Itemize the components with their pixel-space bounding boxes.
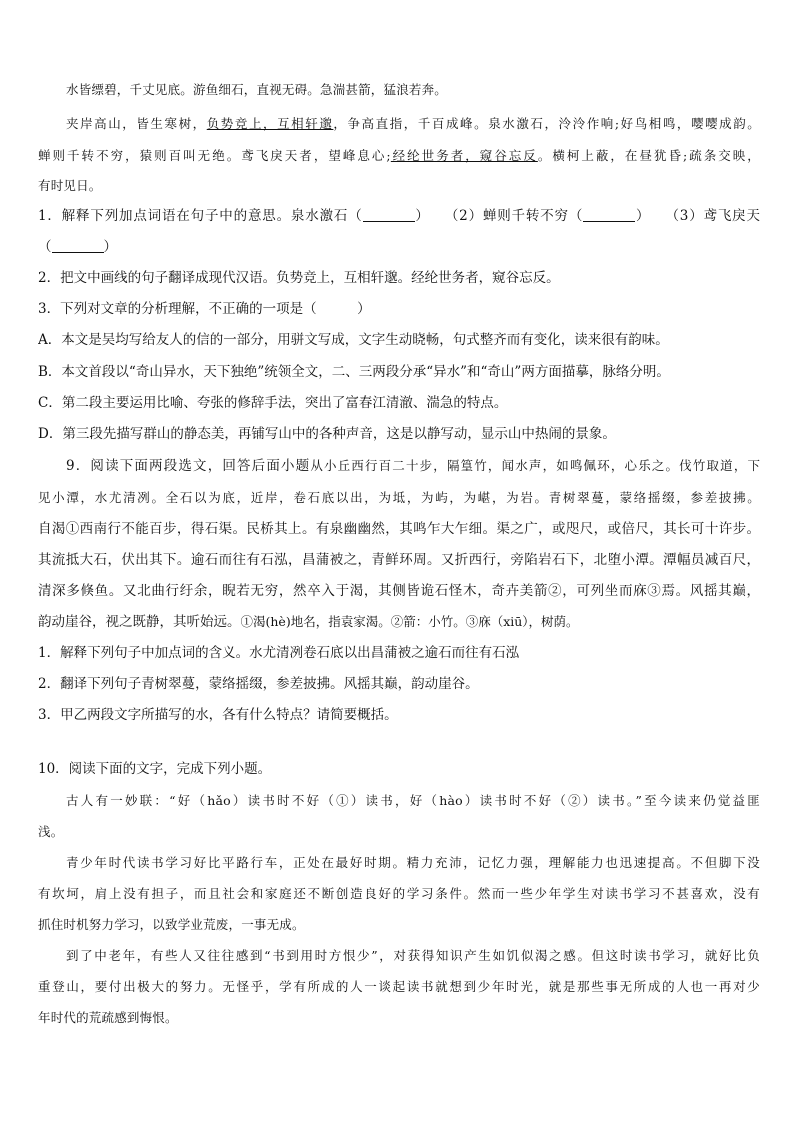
q9-question-1: 1．解释下列句子中加点词的含义。水尤清冽卷石底以出昌蒲被之逾石而往有石泓 (38, 645, 520, 661)
passage8-text: ，争高直指，千百成峰。泉水激石，泠泠作响;好鸟相鸣，嘤嘤成韵。 (333, 116, 760, 131)
passage9-footnote: ①渴(hè)地名，指袁家渴。②箭：小竹。③庥（xiū），树荫。 (240, 614, 579, 629)
answer-blank[interactable] (52, 238, 104, 253)
passage10-p1-line-1: 古人有一妙联：“好（hǎo）读书时不好（①）读书，好（hào）读书时不好（②）读书。”至今读来仍觉益匪 (66, 793, 760, 808)
passage9-text: 从小丘西行百二十步，隔篁竹，闻水声，如鸣佩环，心乐之。伐竹取道，下 (310, 458, 760, 473)
underlined-sentence-1: 负势竞上，互相轩邈 (206, 116, 334, 131)
q8-option-b: B．本文首段以“奇山异水，天下独绝”统领全文，二、三两段分承“异水”和“奇山”两方面描摹，脉络分明。 (38, 364, 670, 380)
passage9-line-4: 其流抵大石，伏出其下。逾石而往有石泓，昌蒲被之，青鲜环周。又折西行，旁陷岩石下，北堕小潭。潭幅员减百尺， (38, 552, 760, 568)
q8-question-3: 3．下列对文章的分析理解，不正确的一项是（ ） (38, 301, 371, 317)
passage8-line-4: 有时见日。 (38, 178, 102, 193)
q8-q1-text: 1．解释下列加点词语在句子中的意思。泉水激石（ (38, 208, 363, 224)
passage10-p3-line-3: 年时代的荒疏感到悔恨。 (38, 1010, 178, 1025)
underlined-sentence-2: 经纶世务者，窥谷忘反 (390, 148, 538, 163)
q9-intro: 9．阅读下面两段选文，回答后面小题 (66, 458, 311, 474)
passage10-p2-line-1: 青少年时代读书学习好比平路行车，正处在最好时期。精力充沛，记忆力强，理解能力也迅速提高。不但脚下没 (66, 855, 760, 870)
passage8-text: 蝉则千转不穷，猿则百叫无绝。鸢飞戾天者，望峰息心; (38, 148, 391, 163)
q9-question-3: 3．甲乙两段文字所描写的水，各有什么特点？请简要概括。 (38, 707, 398, 723)
passage8-line-2 (66, 114, 760, 134)
passage8-text: 夹岸高山，皆生寒树， (66, 116, 207, 131)
passage8-line-1: 水皆缥碧，千丈见底。游鱼细石，直视无碍。急湍甚箭，猛浪若奔。 (66, 82, 448, 97)
passage9-line-3: 自渴①西南行不能百步，得石渠。民桥其上。有泉幽幽然，其鸣乍大乍细。渠之广，或咫尺，或倍尺，其长可十许步。 (38, 521, 760, 537)
answer-blank[interactable] (363, 207, 415, 222)
q10-intro: 10．阅读下面的文字，完成下列小题。 (38, 761, 272, 777)
passage10-p3-line-1: 到了中老年，有些人又往往感到“书到用时方恨少”，对获得知识产生如饥似渴之感。但这时读书学习，就好比负 (66, 948, 760, 963)
passage8-line-3 (38, 146, 760, 166)
passage8-text: 。横柯上蔽，在昼犹昏;疏条交映， (537, 148, 760, 163)
q8-question-2: 2．把文中画线的句子翻译成现代汉语。负势竞上，互相轩邈。经纶世务者，窥谷忘反。 (38, 270, 560, 286)
q8-question-1-cont (38, 237, 760, 257)
passage9-line-2: 见小潭，水尤清冽。全石以为底，近岸，卷石底以出，为坻，为屿，为嵁，为岩。青树翠蔓，蒙络摇缀，参差披拂。 (38, 490, 760, 505)
passage9-text: 韵动崖谷，视之既静，其听始远。 (38, 614, 241, 630)
passage9-line-6 (38, 612, 760, 632)
q8-q1-text: ） (103, 239, 117, 255)
answer-blank[interactable] (583, 207, 635, 222)
passage10-p3-line-2: 重登山，要付出极大的努力。无怪乎，学有所成的人一谈起读书就想到少年时光，就是那些事无所成的人也一再对少 (38, 979, 760, 994)
q8-option-c: C．第二段主要运用比喻、夸张的修辞手法，突出了富春江清澈、湍急的特点。 (38, 395, 508, 411)
q8-option-d: D．第三段先描写群山的静态美，再铺写山中的各种声音，这是以静写动，显示山中热闹的景象。 (38, 426, 616, 442)
passage9-line-5: 清深多倏鱼。又北曲行纡余，睨若无穷，然卒入于渴，其侧皆诡石怪木，奇卉美箭②，可列坐而庥③焉。风摇其巅， (38, 583, 760, 599)
passage10-p2-line-2: 有坎坷，肩上没有担子，而且社会和家庭还不断创造良好的学习条件。然而一些少年学生对读书学习不甚喜欢，没有 (38, 886, 760, 901)
q9-question-2: 2．翻译下列句子青树翠蔓，蒙络摇缀，参差披拂。风摇其巅，韵动崖谷。 (38, 676, 479, 692)
q8-question-1 (38, 206, 760, 226)
q8-option-a: A．本文是吴均写给友人的信的一部分，用骈文写成，文字生动晓畅，句式整齐而有变化，读来很有韵味。 (38, 332, 669, 348)
passage10-p1-line-2: 浅。 (38, 824, 64, 839)
q8-q1-text: ） （3）鸢飞戾天 (635, 208, 760, 224)
q8-q1-text: （ (38, 239, 52, 255)
q8-q1-text: ） （2）蝉则千转不穷（ (414, 208, 584, 224)
passage10-p2-line-3: 抓住时机努力学习，以致学业荒废，一事无成。 (38, 917, 305, 932)
passage9-line-1 (66, 456, 760, 476)
